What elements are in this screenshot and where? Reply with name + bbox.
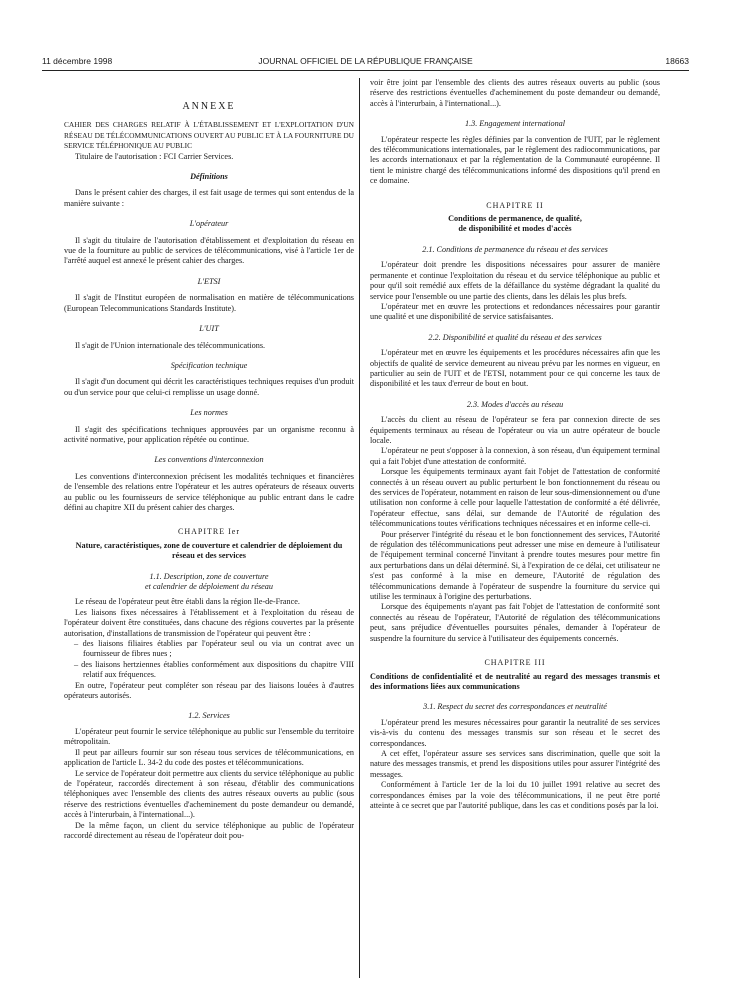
list-item: – des liaisons hertziennes établies conformément aux dispositions du chapitre VIII relatif aux fréquences.: [74, 659, 354, 680]
section-2-1-heading: 2.1. Conditions de permanence du réseau et des services: [422, 244, 608, 254]
left-column: [64, 82, 354, 841]
section-2-2-heading: 2.2. Disponibilité et qualité du réseau et des services: [428, 332, 602, 342]
section-1-2-paragraph: Le service de l'opérateur doit permettre aux clients du service téléphonique au public de l'opérateur, raccordés directement à son réseau, d'établir des communications téléphoniques avec l'ensemble des clients des autres réseaux ouverts au public (sous réserve des restrictions éventuelles d'acheminement du poste demandeur ou demandé, accès à l'interurbain, à l'international...).: [64, 768, 354, 820]
specification-text: Il s'agit d'un document qui décrit les caractéristiques techniques requises d'un produit ou d'un service pour que celui-ci remplisse un usage donné.: [64, 377, 354, 397]
definitions-intro: Dans le présent cahier des charges, il est fait usage de termes qui sont entendus de la manière suivante :: [64, 188, 354, 208]
list-item: – des liaisons filiaires établies par l'opérateur seul ou via un contrat avec un fournisseur de fibres nues ;: [74, 639, 354, 659]
normes-heading: Les normes: [190, 408, 228, 418]
section-2-3-paragraph: Pour préserver l'intégrité du réseau et le bon fonctionnement des services, l'Autorité de régulation des télécommunications peut adresser une mise en demeure à l'utilisateur de l'équipement terminal concerné l'invitant à prendre toutes mesures pour mettre fin aux perturbations dans un délai déterminé. Si, à l'expiration de ce délai, cet utilisateur ne s'est pas conformé à la mise en demeure, l'Autorité de régulation des télécommunications demande à l'opérateur de suspendre la fourniture du service qui utilise les terminaux à l'origine des perturbations.: [370, 529, 660, 602]
section-1-1-paragraph: Les liaisons fixes nécessaires à l'établissement et à l'exploitation du réseau de l'opérateur doivent être constituées, dans chacune des régions couvertes par la présente autorisation, d'installations de transmission de l'opérateur qui peuvent être :: [64, 607, 354, 638]
right-column: [370, 78, 660, 811]
continued-paragraph: voir être joint par l'ensemble des clients des autres réseaux ouverts au public (sous réserve des restrictions éventuelles d'acheminement du poste demandeur ou demandé, accès à l'interurbain, à l'international...).: [370, 78, 660, 108]
operateur-text: Il s'agit du titulaire de l'autorisation d'établissement et d'exploitation du réseau en vue de la fourniture au public de services de télécommunications, visé à l'article 1er de l'arrêté auquel est annexé le présent cahier des charges.: [64, 235, 354, 266]
uit-heading: L'UIT: [199, 324, 219, 334]
chapter-2-title: [370, 214, 660, 235]
section-3-1-paragraph: L'opérateur prend les mesures nécessaires pour garantir la neutralité de ses services vis-à-vis du contenu des messages transmis sur son réseau et le secret des correspondances.: [370, 717, 660, 748]
section-3-1-paragraph: A cet effet, l'opérateur assure ses services sans discrimination, quelle que soit la nature des messages transmis, et prend les dispositions utiles pour assurer l'intégrité des messages.: [370, 748, 660, 779]
etsi-text: Il s'agit de l'Institut européen de normalisation en matière de télécommunications (European Telecommunications Standards Institute).: [64, 293, 354, 313]
section-1-2-paragraph: L'opérateur peut fournir le service téléphonique au public sur l'ensemble du territoire métropolitain.: [64, 726, 354, 747]
definitions-heading: Définitions: [190, 172, 228, 182]
header-rule: [42, 70, 689, 71]
section-3-1-paragraph: Conformément à l'article 1er de la loi du 10 juillet 1991 relative au secret des correspondances émises par la voie des télécommunications, il ne peut être porté atteinte à ce secret que par l'autorité publique, dans les cas et conditions posés par la loi.: [370, 780, 660, 810]
chapter-3-title: Conditions de confidentialité et de neutralité au regard des messages transmis et des informations liées aux communications: [370, 671, 660, 691]
section-1-2-paragraph: De la même façon, un client du service téléphonique au public de l'opérateur raccordé directement au réseau de l'opérateur doit pou-: [64, 820, 354, 840]
section-3-1-heading: 3.1. Respect du secret des correspondances et neutralité: [423, 702, 607, 712]
header-page-number: 18663: [665, 56, 689, 66]
page-header: [42, 56, 689, 70]
chapter-2-title-line-1: Conditions de permanence, de qualité,: [448, 214, 582, 224]
section-1-2-paragraph: Il peut par ailleurs fournir sur son réseau tous services de télécommunications, en application de l'article L. 34-2 du code des postes et télécommunications.: [64, 747, 354, 768]
column-divider: [359, 78, 360, 978]
section-2-2-paragraph: L'opérateur met en œuvre les équipements et les procédures nécessaires afin que les objectifs de qualité de service demeurent au niveau prévu par les normes en vigueur, en particulier au sein de l'UIT et de l'ETSI, notamment pour ce qui concerne les taux de disponibilité et les taux d'erreur de bout en bout.: [370, 348, 660, 389]
section-1-1-paragraph: En outre, l'opérateur peut compléter son réseau par des liaisons louées à d'autres opérateurs autorisés.: [64, 680, 354, 701]
section-2-1-paragraph: L'opérateur met en œuvre les protections et redondances nécessaires pour garantir une qualité et une disponibilité de service satisfaisantes.: [370, 301, 660, 322]
section-2-1-paragraph: L'opérateur doit prendre les dispositions nécessaires pour assurer de manière permanente et continue l'exploitation du réseau et du service téléphonique au public et pour qu'il soit remédié aux effets de la défaillance du système dégradant la qualité du service pour l'ensemble ou une partie des clients, dans les délais les plus brefs.: [370, 260, 660, 301]
chapter-1-label: CHAPITRE Ier: [178, 527, 240, 537]
cahier-title: CAHIER DES CHARGES RELATIF À L'ÉTABLISSEMENT ET L'EXPLOITATION D'UN RÉSEAU DE TÉLÉCOMMUNICATIONS OUVERT AU PUBLIC ET À LA FOURNITURE DU SERVICE TÉLÉPHONIQUE AU PUBLIC: [64, 120, 354, 151]
section-1-1-paragraph: Le réseau de l'opérateur peut être établi dans la région Ile-de-France.: [75, 597, 300, 607]
section-2-3-heading: 2.3. Modes d'accès au réseau: [466, 399, 564, 409]
header-date: 11 décembre 1998: [42, 56, 113, 66]
annexe-title: ANNEXE: [182, 101, 236, 112]
section-1-1-heading-line-2: et calendrier de déploiement du réseau: [144, 582, 273, 591]
section-2-3-paragraph: Lorsque des équipements n'ayant pas fait l'objet de l'attestation de conformité sont connectés au réseau de l'opérateur, l'Autorité de régulation des télécommunications peut, sans préjudice d'éventuelles poursuites pénales, demander à l'opérateur de suspendre la fourniture du service à l'utilisateur des équipements concernés.: [370, 602, 660, 643]
section-1-2-heading: 1.2. Services: [188, 711, 230, 721]
section-2-3-paragraph: L'opérateur ne peut s'opposer à la connexion, à son réseau, d'un équipement terminal qui a fait l'objet d'une attestation de conformité.: [370, 446, 660, 466]
conventions-text: Les conventions d'interconnexion précisent les modalités techniques et financières de l'ensemble des relations entre l'opérateur et les autres opérateurs de réseaux ouverts au public ou les fournisseurs de service téléphonique au public entrant dans le cadre défini au chapitre XII du présent cahier des charges.: [64, 471, 354, 512]
section-1-3-heading: 1.3. Engagement international: [464, 119, 566, 129]
titulaire-line: Titulaire de l'autorisation : FCI Carrier Services.: [75, 151, 234, 161]
chapter-2-label: CHAPITRE II: [486, 200, 544, 210]
etsi-heading: L'ETSI: [197, 276, 221, 286]
section-1-3-paragraph: L'opérateur respecte les règles définies par la convention de l'UIT, par le règlement des télécommunications internationales, par le règlement des radiocommunications, par les accords internationaux et par la réglementation de la Communauté européenne. Il tient le ministre chargé des télécommunications informé des dispositions qu'il prend en ce domaine.: [370, 134, 660, 186]
section-2-3-paragraph: Lorsque les équipements terminaux ayant fait l'objet de l'attestation de conformité connectés à un réseau ouvert au public perturbent le bon fonctionnement du réseau ou des services de l'opérateur, notamment en raison de leur sous-dimensionnement ou d'une utilisation non conforme à celle pour laquelle l'attestation de conformité a été délivrée, l'opérateur effectue, sans délai, sur demande de l'Autorité de régulation des télécommunications toutes vérifications techniques nécessaires et en informe celle-ci.: [370, 467, 661, 529]
section-2-3-paragraph: L'accès du client au réseau de l'opérateur se fera par connexion directe de ses équipements terminaux au réseau de l'opérateur ou via un autre opérateur de boucle locale.: [370, 415, 660, 445]
chapter-3-label: CHAPITRE III: [484, 658, 546, 668]
chapter-1-title: Nature, caractéristiques, zone de couverture et calendrier de déploiement du réseau et des services: [75, 540, 343, 561]
section-1-1-heading: [64, 572, 354, 593]
specification-heading: Spécification technique: [170, 360, 248, 370]
uit-text: Il s'agit de l'Union internationale des télécommunications.: [75, 340, 266, 350]
liaisons-list: [64, 639, 354, 681]
normes-text: Il s'agit des spécifications techniques approuvées par un organisme reconnu à activité normative, pour application répétée ou continue.: [64, 424, 354, 444]
chapter-2-title-line-2: de disponibilité et modes d'accès: [458, 224, 572, 234]
section-1-1-heading-line-1: 1.1. Description, zone de couverture: [149, 571, 269, 581]
operateur-heading: L'opérateur: [189, 219, 229, 229]
conventions-heading: Les conventions d'interconnexion: [154, 455, 264, 465]
header-journal-title: JOURNAL OFFICIEL DE LA RÉPUBLIQUE FRANÇAISE: [258, 56, 473, 66]
